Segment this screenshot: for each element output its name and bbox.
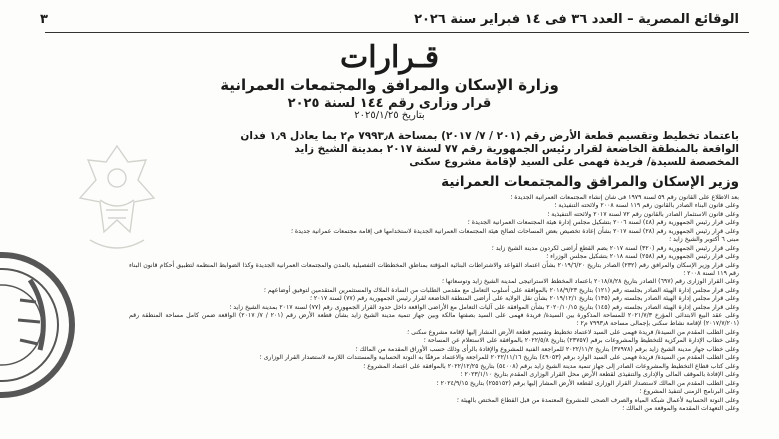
recital-paragraph: وعلى خطاب الإدارة المركزية للتخطيط والمشروعات برقم (٢٣٧٥٧) بتاريخ ٢٠٢٢/٥/٨ بالموافقة على الاستعلام عن المساحة ؛ [423,337,739,345]
recital-paragraph: وعلى كتاب قطاع التخطيط والمشروعات الصادر إلى جهاز تنمية مدينة الشيخ زايد برقم (٥٤٠٠٨) بتاريخ ٢٠٢٢/١٢/٢٥ بالموافقة على اعتماد المشروع ؛ [363,362,739,370]
recital-paragraph: وعلى قرار مجلس إدارة الهيئة الصادر بجلسته رقم (١٣٥) بتاريخ ٢٠١٩/١٢/١ بشأن نقل الولاية على أراضى المنطقة الخاضعة لقرار رئيس الجمهورية رقم (٧٧) لسنة ٢٠١٧ ؛ [309,295,739,303]
recital-paragraph: وعلى الطلب المقدم من السيدة/ فريدة فهمى على السيد الوارد برقم (٤٩٠٥٣) بتاريخ ٢٠٢٢/١١/١٦ للمراجعة والاعتماد مرفقًا به النوتة الحسابية والمستندات اللازمة لاستصدار القرار الوزارى ؛ [259,354,739,362]
recital-paragraph: بعد الاطلاع على القانون رقم ٥٩ لسنة ١٩٧٩ فى شأن إنشاء المجتمعات العمرانية الجديدة ؛ [510,194,739,201]
recital-paragraph: وعلى التعهدات المقدمة والموقعة من المالك ؛ [622,405,739,413]
subject-line: الواقعة بالمنطقة الخاضعة لقرار رئيس الجمهورية رقم ٧٧ لسنة ٢٠١٧ بمدينة الشيخ زايد [294,143,739,155]
recitals-body [129,194,739,434]
minister-heading: وزير الإسكان والمرافق والمجتمعات العمرانية [441,174,739,190]
recital-paragraph: وعلى قرار رئيس الجمهورية رقم (٣٢٠) لسنة ٢٠١٧ بضم القطع أراضى لكردون مدينة الشيخ زايد ؛ [491,244,739,252]
recital-paragraph: وعلى قرار رئيس الجمهورية رقم (٢٥٨) لسنة ٢٠١٨ بتشكيل مجلس الوزراء ؛ [546,253,739,261]
recital-paragraph: وعلى الطلب المقدم من السيدة/ فريدة فهمى على السيد لاعتماد تخطيط وتقسيم قطعة الأرض المشار إليها لإقامة مشروع سكنى ؛ [407,328,739,336]
journal-issue-line: الوقائع المصرية – العدد ٣٦ فى ١٤ فبراير سنة ٢٠٢٦ [414,11,739,27]
header-rule [45,32,749,33]
recital-paragraph: وعلى قانون الاستثمار الصادر بالقانون رقم ٧٢ لسنة ٢٠١٧ ولائحته التنفيذية ؛ [547,210,739,218]
recital-paragraph: وعلى قرار مجلس إدارة الهيئة الصادر بجلسته رقم (١٢١) بتاريخ ٢٠١٨/٩/٢٣ بالموافقة على أسلوب التعامل مع مقدمى الطلبات من السادة الملاك والمستثمرين المتقدمين لتوفيق أوضاعهم ؛ [263,286,739,294]
official-stamp [0,240,80,410]
recital-paragraph: وعلى القرار الوزارى رقم (٦٩٧) الصادر بتاريخ ٢٠١٨/٨/٢٨ باعتماد المخطط الاستراتيجى لمدينة الشيخ زايد وتوسعاتها ؛ [441,278,739,286]
recital-paragraph: مبنى ٦ أكتوبر والشيخ زايد ؛ [669,236,739,244]
ministry-heading: وزارة الإسكان والمرافق والمجتمعات العمرانية [220,76,559,94]
recital-paragraph: وعلى الطلب المقدم من المالك لاستصدار القرار الوزارى لقطعة الأرض المشار إليها برقم (٢٥٥١٥٢) بتاريخ ٢٠٢٤/٩/١٥ ؛ [436,379,739,387]
recital-paragraph: وعلى خطاب جهاز مدينة الشيخ زايد برقم (٣٧٩٧٨) بتاريخ ٢٠٢٢/١١/٢ للمراجعة الفنية للمشروع والإفادة بالرأى وذلك حسب الأوراق المقدمة من المالك ؛ [355,345,739,353]
subject-line: باعتماد تخطيط وتقسيم قطعة الأرض رقم (٢٠١ / ٧/ ٢٠١٧) بمساحة ٧٩٩٣٫٨ م٢ بما يعادل ١٫٩ فدان [240,130,739,142]
recital-paragraph: وعلى قرار رئيس الجمهورية رقم (٤٨) لسنة ٢٠٠٦ بتشكيل مجلس إدارة هيئة المجتمعات العمرانية الجديدة ؛ [467,219,739,227]
recital-paragraph: وعلى قانون البناء الصادر بالقانون رقم ١١٩ لسنة ٢٠٠٨ ولائحته التنفيذية ؛ [554,202,739,210]
recital-paragraph: وعلى عقد البيع الابتدائى المؤرخ ٢٠٢١/٧/٣ للمساحة المذكورة بين السيدة/ فريدة فهمى على السيد بصفتها مالكة وبين جهاز تنمية مدينة الشيخ زايد بشأن قطعة الأرض رقم (٢٠١ / ٧/ ٢٠١٧) الواقعة ضمن كامل مساحة المنطقة رقم (٢٠١٧/٧/٢٠١) لإقامة نشاط سكنى بإجمالى مساحة ٧٩٩٣٫٨ م٢ ؛ [129,312,739,328]
recital-paragraph: وعلى قرار وزير الإسكان والمرافق رقم (٢٣٢) الصادر بتاريخ ٢٠١٩/٦/٢٠ بشأن اعتماد القواعد والاشتراطات البنائية المؤقتة بمناطق المخططات التفصيلية بالمدن والمجتمعات العمرانية الجديدة وكذا الضوابط المنظمة لتطبيق أحكام قانون البناء رقم ١١٩ لسنة ٢٠٠٨ ؛ [129,261,739,277]
recital-paragraph: وعلى البرنامج الزمنى لتنفيذ المشروع ؛ [639,388,739,396]
recital-paragraph: وعلى قرار رئيس الجمهورية رقم (٢٨) لسنة ٢٠١٧ بشأن إعادة تخصيص بعض المساحات لصالح هيئة المجتمعات العمرانية الجديدة لاستخدامها فى إقامة مجتمعات عمرانية جديدة ؛ [290,227,739,235]
page-number: ٣ [40,11,48,27]
recital-paragraph: وعلى قرار مجلس إدارة الهيئة الصادر بجلسته رقم (١٤٥) بتاريخ ٢٠٢٠/١٠/١٥ بشأن الموافقة على آليات التعامل مع الأراضى الواقعة داخل حدود القرار الجمهورى رقم (٧٧) لسنة ٢٠١٧ بمدينة الشيخ زايد ؛ [229,303,739,311]
decree-date: بتاريخ ٢٠٢٥/١/٢٥ [354,110,425,121]
subject-line: المخصصة للسيدة/ فريدة فهمى على السيد لإقامة مشروع سكنى [409,156,739,168]
decree-number: قرار وزارى رقم ١٤٤ لسنة ٢٠٢٥ [287,96,492,111]
decree-subject [49,130,739,169]
running-head [40,10,739,28]
section-title: قـرارات [339,40,440,75]
recital-paragraph: وعلى الإفادة بالموقف المالى والإدارى والتنفيذى لقطعة الأرض محل القرار الوزارى المقدم بتاريخ ٢٠٢٣/١/١٠ ؛ [460,371,739,379]
recital-paragraph: وعلى النوتة الحسابية لأعمال شبكة المياه والصرف الصحى للمشروع المعتمدة من قبل القطاع المختص بالهيئة ؛ [456,396,739,404]
